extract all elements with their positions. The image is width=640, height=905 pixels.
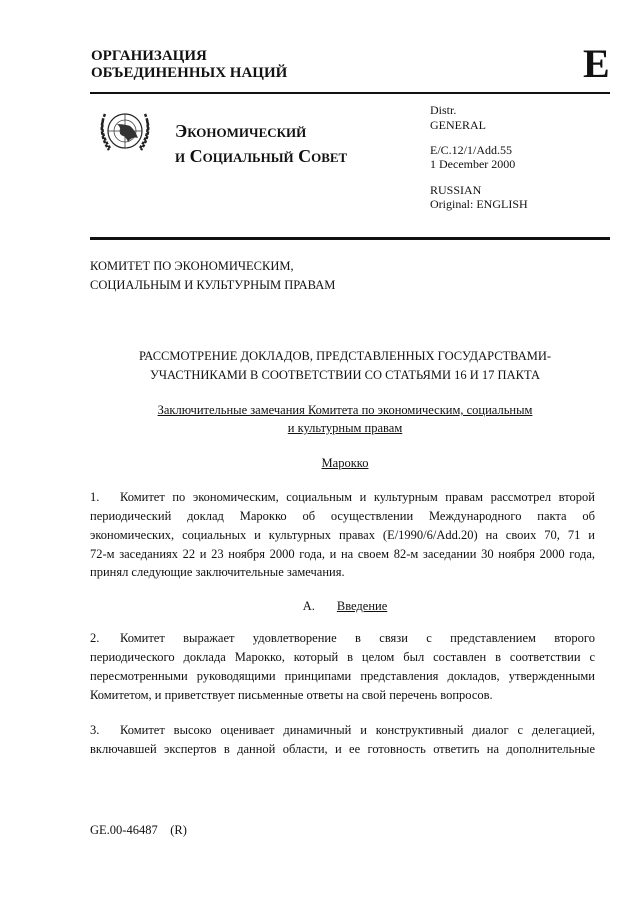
original-language: Original: ENGLISH [430, 197, 528, 211]
job-number: GE.00-46487 (R) [90, 823, 187, 837]
subtitle-line1: Заключительные замечания Комитета по экономическим, социальным [157, 403, 533, 417]
paragraph-2-line: пересмотренными руководящими принципами представления докладов, утвержденными [90, 669, 595, 683]
paragraph-3-line: 3. Комитет высоко оценивает динамичный и конструктивный диалог с делегацией, [90, 721, 595, 740]
header-rule-top [90, 92, 610, 94]
paragraph-number: 3. [90, 723, 100, 737]
document-symbol: E/C.12/1/Add.55 [430, 143, 513, 157]
council-name-line1: Экономический [175, 121, 307, 141]
language-letter: E [583, 41, 610, 86]
paragraph-3-line: включавшей экспертов в данной области, и ее готовность ответить на дополнительные [90, 742, 595, 756]
org-name-line2: ОБЪЕДИНЕННЫХ НАЦИЙ [91, 65, 288, 81]
distr-label: Distr. [430, 103, 457, 117]
paragraph-1-line: принял следующие заключительные замечания. [90, 565, 345, 579]
paragraph-1-line: экономических, социальных и культурных правах (E/1990/6/Add.20) на своих 70, 71 и [90, 528, 595, 542]
paragraph-1-line: 1. Комитет по экономическим, социальным и культурным правам рассмотрел второй [90, 488, 595, 507]
council-name-line2: и Социальный Совет [175, 146, 348, 166]
paragraph-1-line: 72-м заседаниях 22 и 23 ноября 2000 года, и на своем 82-м заседании 30 ноября 2000 года, [90, 547, 595, 561]
title-line1: РАССМОТРЕНИЕ ДОКЛАДОВ, ПРЕДСТАВЛЕННЫХ ГОСУДАРСТВАМИ- [138, 349, 552, 363]
section-a-heading [90, 597, 600, 616]
country-heading: Марокко [321, 456, 369, 470]
paragraph-2-line: 2. Комитет выражает удовлетворение в связи с представлением второго [90, 629, 595, 648]
subtitle-line2: и культурным правам [287, 421, 403, 435]
paragraph-number: 2. [90, 631, 100, 645]
distribution: GENERAL [430, 118, 486, 132]
org-name-line1: ОРГАНИЗАЦИЯ [91, 48, 207, 64]
paragraph-2-line: периодического доклада Марокко, который в целом был составлен в соответствии с [90, 650, 595, 664]
paragraph-2-line: Комитетом, и приветствует письменные ответы на свой перечень вопросов. [90, 688, 493, 702]
section-title: Введение [336, 599, 388, 613]
un-emblem-icon [95, 104, 155, 160]
paragraph-1-line: периодический доклад Марокко об осуществлении Международного пакта об [90, 509, 595, 523]
header-rule-bottom [90, 237, 610, 240]
document-date: 1 December 2000 [430, 157, 516, 171]
section-letter: A. [302, 599, 315, 613]
title-line2: УЧАСТНИКАМИ В СООТВЕТСТВИИ СО СТАТЬЯМИ 16 И 17 ПАКТА [150, 368, 540, 382]
committee-line1: КОМИТЕТ ПО ЭКОНОМИЧЕСКИМ, [90, 259, 294, 273]
paragraph-number: 1. [90, 490, 100, 504]
committee-line2: СОЦИАЛЬНЫМ И КУЛЬТУРНЫМ ПРАВАМ [90, 278, 336, 292]
document-language: RUSSIAN [430, 183, 482, 197]
